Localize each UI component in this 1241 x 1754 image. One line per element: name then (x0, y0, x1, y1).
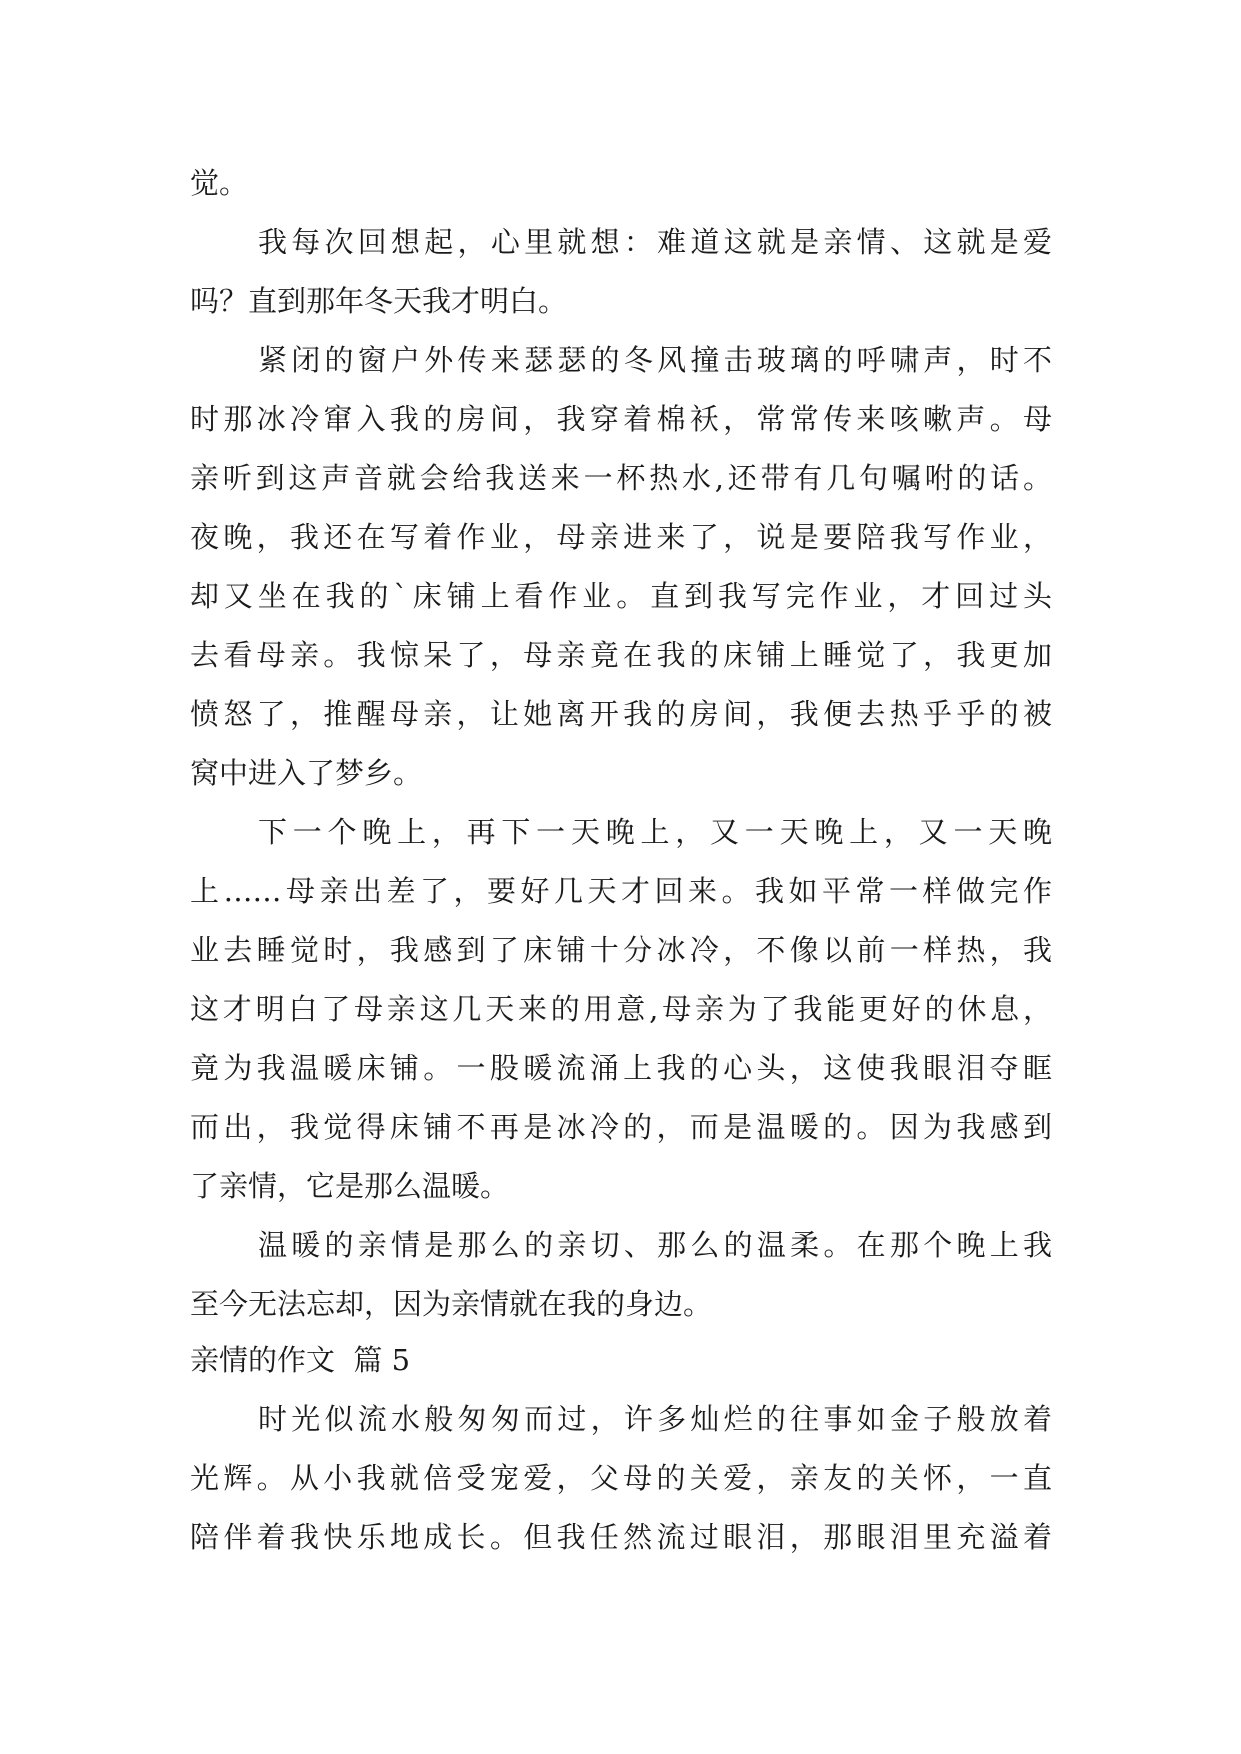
text-line: 了亲情，它是那么温暖。 (190, 1169, 510, 1203)
paragraph-first-line: 下一个晚上，再下一天晚上，又一天晚上，又一天晚 (258, 815, 1052, 849)
text-line: 去看母亲。我惊呆了，母亲竟在我的床铺上睡觉了，我更加 (190, 638, 1052, 672)
text-line: 窝中进入了梦乡。 (190, 756, 423, 790)
text-line: 吗？直到那年冬天我才明白。 (190, 284, 568, 318)
text-line: 却又坐在我的`床铺上看作业。直到我写完作业，才回过头 (190, 579, 1052, 613)
text-line: 愤怒了，推醒母亲，让她离开我的房间，我便去热乎乎的被 (190, 697, 1052, 731)
paragraph-first-line: 紧闭的窗户外传来瑟瑟的冬风撞击玻璃的呼啸声，时不 (258, 343, 1052, 377)
paragraph-first-line: 时光似流水般匆匆而过，许多灿烂的往事如金子般放着 (258, 1402, 1052, 1436)
text-line: 时那冰冷窜入我的房间，我穿着棉袄，常常传来咳嗽声。母 (190, 402, 1052, 436)
text-line: 而出，我觉得床铺不再是冰冷的，而是温暖的。因为我感到 (190, 1110, 1052, 1144)
text-line: 业去睡觉时，我感到了床铺十分冰冷，不像以前一样热，我 (190, 933, 1052, 967)
text-line: 上……母亲出差了，要好几天才回来。我如平常一样做完作 (190, 874, 1052, 908)
paragraph-first-line: 我每次回想起，心里就想：难道这就是亲情、这就是爱 (258, 225, 1052, 259)
section-heading: 亲情的作文 篇 5 (190, 1343, 411, 1377)
paragraph-first-line: 温暖的亲情是那么的亲切、那么的温柔。在那个晚上我 (258, 1228, 1052, 1262)
text-line: 亲听到这声音就会给我送来一杯热水,还带有几句嘱咐的话。 (190, 461, 1052, 495)
text-line: 竟为我温暖床铺。一股暖流涌上我的心头，这使我眼泪夺眶 (190, 1051, 1052, 1085)
text-line: 陪伴着我快乐地成长。但我任然流过眼泪，那眼泪里充溢着 (190, 1520, 1052, 1554)
text-line: 夜晚，我还在写着作业，母亲进来了，说是要陪我写作业， (190, 520, 1052, 554)
text-line: 这才明白了母亲这几天来的用意,母亲为了我能更好的休息， (190, 992, 1052, 1026)
text-line: 光辉。从小我就倍受宠爱，父母的关爱，亲友的关怀，一直 (190, 1461, 1052, 1495)
text-line: 觉。 (190, 166, 249, 200)
text-line: 至今无法忘却，因为亲情就在我的身边。 (190, 1287, 713, 1321)
